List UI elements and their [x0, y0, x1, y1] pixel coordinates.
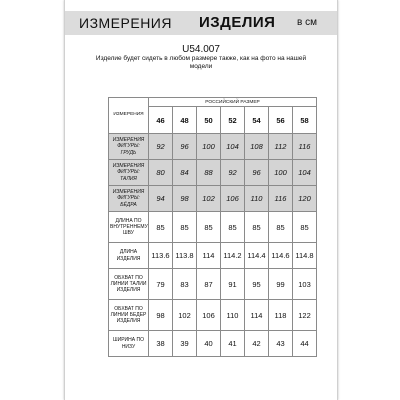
row-label: ДЛИНА ПО ВНУТРЕННЕМУ ШВУ [109, 212, 149, 243]
table-cell: 43 [269, 331, 293, 357]
row-label: ИЗМЕРЕНИЯ ФИГУРЫ: ГРУДЬ [109, 134, 149, 160]
table-cell: 114.2 [221, 243, 245, 269]
table-cell: 44 [293, 331, 317, 357]
title-banner [65, 11, 337, 35]
table-cell: 110 [221, 300, 245, 331]
table-cell: 80 [149, 160, 173, 186]
table-cell: 98 [149, 300, 173, 331]
table-row [109, 134, 317, 160]
table-cell: 108 [245, 134, 269, 160]
table-cell: 110 [245, 186, 269, 212]
table-cell: 83 [173, 269, 197, 300]
size-header-56: 56 [269, 107, 293, 134]
table-cell: 96 [173, 134, 197, 160]
table-cell: 113.8 [173, 243, 197, 269]
table-cell: 42 [245, 331, 269, 357]
banner-unit: в см [297, 17, 317, 28]
table-cell: 87 [197, 269, 221, 300]
table-cell: 85 [197, 212, 221, 243]
table-row [109, 269, 317, 300]
fit-note: Изделие будет сидеть в любом размере также, как на фото на нашей модели [95, 55, 307, 70]
row-label: ИЗМЕРЕНИЯ ФИГУРЫ: БЁДРА [109, 186, 149, 212]
table-cell: 120 [293, 186, 317, 212]
banner-word-measurements: ИЗМЕРЕНИЯ [79, 15, 172, 31]
table-cell: 102 [197, 186, 221, 212]
size-header-58: 58 [293, 107, 317, 134]
table-cell: 85 [149, 212, 173, 243]
row-label: ОБХВАТ ПО ЛИНИИ БЕДЕР ИЗДЕЛИЯ [109, 300, 149, 331]
table-cell: 114.4 [245, 243, 269, 269]
row-label: ШИРИНА ПО НИЗУ [109, 331, 149, 357]
table-cell: 84 [173, 160, 197, 186]
table-cell: 104 [293, 160, 317, 186]
size-header-50: 50 [197, 107, 221, 134]
table-cell: 38 [149, 331, 173, 357]
table-cell: 106 [197, 300, 221, 331]
table-cell: 114.8 [293, 243, 317, 269]
product-code: U54.007 [182, 44, 220, 55]
table-cell: 114 [245, 300, 269, 331]
table-cell: 40 [197, 331, 221, 357]
size-chart-sheet [64, 0, 338, 400]
table-cell: 85 [293, 212, 317, 243]
table-cell: 116 [269, 186, 293, 212]
table-cell: 85 [245, 212, 269, 243]
table-cell: 106 [221, 186, 245, 212]
table-cell: 114.6 [269, 243, 293, 269]
table-cell: 116 [293, 134, 317, 160]
row-label: ИЗМЕРЕНИЯ ФИГУРЫ: ТАЛИЯ [109, 160, 149, 186]
corner-label: ИЗМЕРЕНИЯ [109, 98, 149, 134]
table-cell: 79 [149, 269, 173, 300]
group-header: РОССИЙСКИЙ РАЗМЕР [149, 98, 317, 107]
table-row [109, 331, 317, 357]
table-cell: 99 [269, 269, 293, 300]
table-cell: 118 [269, 300, 293, 331]
table-cell: 41 [221, 331, 245, 357]
table-cell: 114 [197, 243, 221, 269]
table-cell: 100 [197, 134, 221, 160]
row-label: ОБХВАТ ПО ЛИНИИ ТАЛИИ ИЗДЕЛИЯ [109, 269, 149, 300]
size-table [108, 97, 317, 357]
table-cell: 39 [173, 331, 197, 357]
table-row [109, 212, 317, 243]
table-cell: 100 [269, 160, 293, 186]
table-cell: 85 [173, 212, 197, 243]
table-cell: 85 [221, 212, 245, 243]
banner-word-product: ИЗДЕЛИЯ [199, 14, 276, 31]
table-cell: 113.6 [149, 243, 173, 269]
table-cell: 95 [245, 269, 269, 300]
table-cell: 103 [293, 269, 317, 300]
table-cell: 112 [269, 134, 293, 160]
table-row [109, 186, 317, 212]
table-row [109, 300, 317, 331]
table-cell: 102 [173, 300, 197, 331]
table-cell: 96 [245, 160, 269, 186]
table-cell: 104 [221, 134, 245, 160]
table-cell: 88 [197, 160, 221, 186]
row-label: ДЛИНА ИЗДЕЛИЯ [109, 243, 149, 269]
table-row [109, 160, 317, 186]
table-cell: 85 [269, 212, 293, 243]
table-cell: 92 [221, 160, 245, 186]
size-header-52: 52 [221, 107, 245, 134]
size-header-54: 54 [245, 107, 269, 134]
table-cell: 92 [149, 134, 173, 160]
table-cell: 98 [173, 186, 197, 212]
table-cell: 94 [149, 186, 173, 212]
table-row [109, 243, 317, 269]
size-header-48: 48 [173, 107, 197, 134]
table-cell: 91 [221, 269, 245, 300]
size-header-46: 46 [149, 107, 173, 134]
table-cell: 122 [293, 300, 317, 331]
